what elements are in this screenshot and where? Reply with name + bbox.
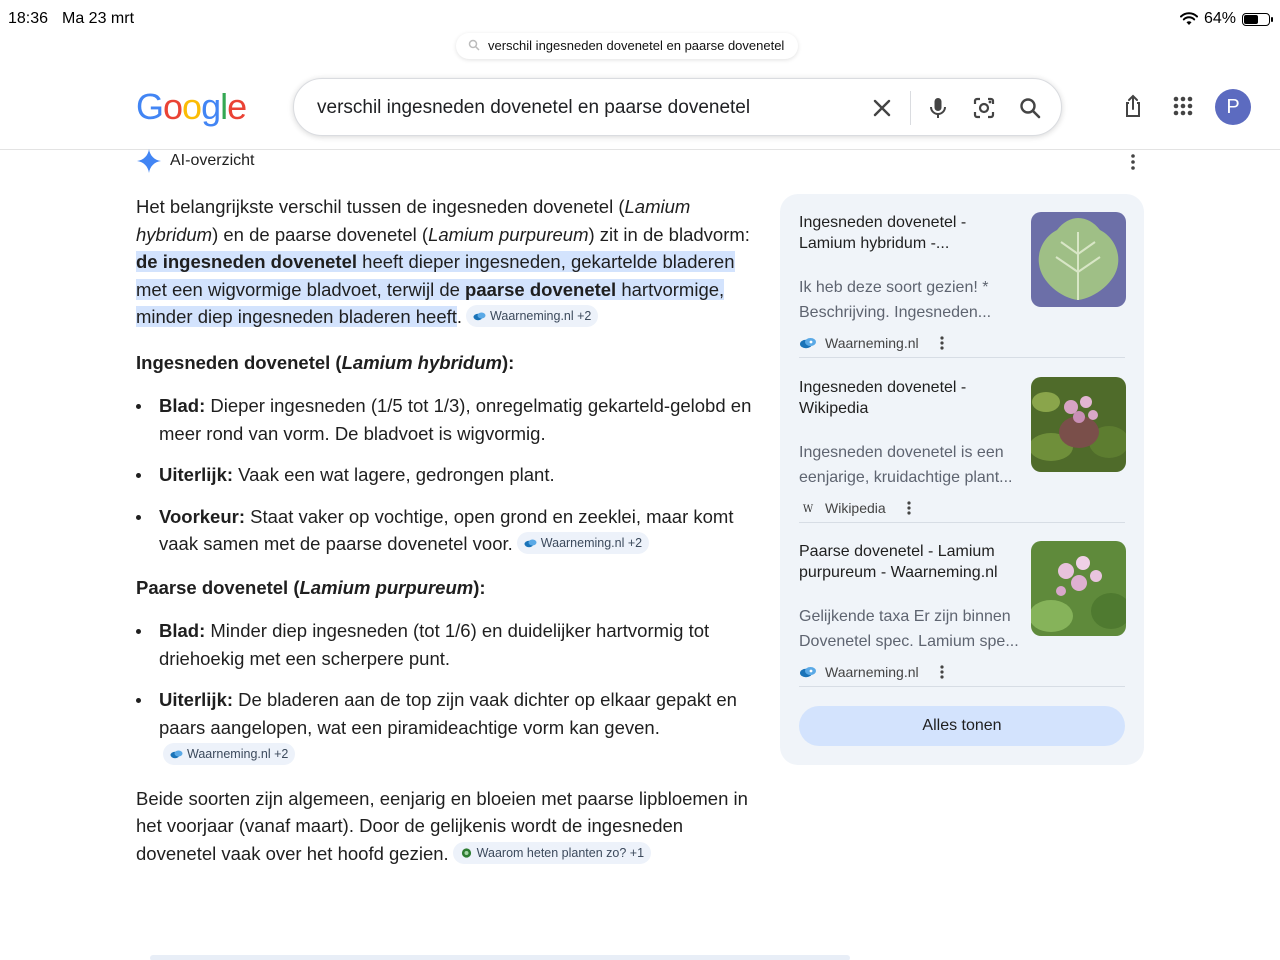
highlighted-answer	[136, 251, 735, 327]
more-options-icon[interactable]	[939, 664, 945, 680]
search-icon	[468, 39, 480, 51]
intro-text: ) en de paarse dovenetel (	[212, 223, 429, 245]
section-heading	[136, 349, 756, 377]
item-text: Dieper ingesneden (1/5 tot 1/3), onregelmatig gekarteld-gelobd en meer rond van vorm. De bladvoet is wigvormig.	[159, 395, 752, 444]
search-icon[interactable]	[1017, 95, 1043, 121]
source-chip[interactable]	[517, 532, 649, 554]
search-input[interactable]: verschil ingesneden dovenetel en paarse dovenetel	[317, 97, 751, 118]
source-divider	[799, 522, 1125, 523]
source-chip[interactable]	[163, 743, 295, 765]
source-card[interactable]	[799, 212, 1125, 376]
item-label: Blad:	[159, 395, 206, 416]
lens-icon[interactable]	[971, 95, 997, 121]
logo-text: Google	[136, 86, 247, 127]
more-options-icon[interactable]	[1126, 152, 1140, 172]
next-section-edge	[150, 955, 850, 960]
ai-overview-header	[136, 148, 254, 174]
highlight-bold: paarse dovenetel	[465, 278, 617, 300]
heading-text: Ingesneden dovenetel (	[136, 351, 342, 373]
source-description: Ik heb deze soort gezien! * Beschrijving. Ingesneden...	[799, 279, 992, 321]
clover-icon	[460, 848, 473, 858]
show-all-button[interactable]: Alles tonen	[799, 706, 1125, 746]
mic-icon[interactable]	[925, 95, 951, 121]
item-text: Minder diep ingesneden (tot 1/6) en duidelijker hartvormig tot driehoekig met een scherpere punt.	[159, 620, 710, 669]
intro-text: .	[456, 306, 463, 327]
close-icon[interactable]	[869, 95, 895, 121]
intro-text: Het belangrijkste verschil tussen de ingesneden dovenetel (	[136, 196, 625, 217]
source-card[interactable]	[799, 541, 1125, 705]
species-name: Lamium hybridum	[136, 196, 691, 245]
item-label: Uiterlijk:	[159, 464, 234, 485]
waarneming-icon	[170, 749, 183, 759]
heading-text: ):	[473, 576, 486, 598]
item-text: Staat vaker op vochtige, open grond en zeeklei, maar komt vaak samen met de paarse dovenetel voor.	[159, 505, 734, 554]
apps-icon[interactable]	[1170, 93, 1196, 119]
source-chip-label: Waarneming.nl +2	[540, 536, 643, 550]
status-right	[1180, 10, 1270, 28]
item-label: Voorkeur:	[159, 505, 246, 527]
closing-paragraph	[136, 785, 756, 868]
bullet-list	[136, 392, 756, 558]
ai-overview-content	[136, 193, 756, 885]
source-chip-label: Waarom heten planten zo? +1	[476, 845, 645, 860]
list-item	[136, 461, 756, 489]
item-label: Uiterlijk:	[159, 689, 234, 710]
source-description: Ingesneden dovenetel is een eenjarige, kruidachtige plant...	[799, 444, 1013, 486]
source-title[interactable]: Ingesneden dovenetel - Lamium hybridum -...	[799, 214, 967, 252]
more-options-icon[interactable]	[939, 335, 945, 351]
highlight-text: hartvormige, minder diep ingesneden bladeren heeft	[136, 278, 725, 327]
list-item	[136, 392, 756, 447]
more-options-icon[interactable]	[906, 500, 912, 516]
waarneming-icon	[799, 337, 817, 349]
source-divider	[799, 686, 1125, 687]
heading-text: ):	[501, 351, 515, 373]
intro-paragraph	[136, 193, 756, 331]
status-date: Ma 23 mrt	[62, 10, 135, 27]
gemini-spark-icon	[136, 148, 162, 174]
list-item	[136, 617, 756, 672]
url-text: verschil ingesneden dovenetel en paarse dovenetel	[488, 38, 785, 53]
source-chip[interactable]	[453, 842, 651, 864]
source-site-name: Wikipedia	[825, 500, 886, 516]
list-item	[136, 686, 756, 769]
closing-text: Beide soorten zijn algemeen, eenjarig en bloeien met paarse lipbloemen in het voorjaar (vanaf maart). Door de gelijkenis wordt de ingesneden dovenetel vaak over het hoofd gezien.	[136, 787, 748, 864]
source-chip[interactable]	[466, 305, 598, 327]
heading-text: Paarse dovenetel (	[136, 576, 300, 598]
bullet-list	[136, 617, 756, 769]
wikipedia-icon	[799, 502, 817, 514]
source-thumbnail-leaf[interactable]	[1031, 212, 1126, 307]
source-description: Gelijkende taxa Er zijn binnen Dovenetel spec. Lamium spe...	[799, 608, 1019, 650]
search-box[interactable]	[293, 78, 1062, 136]
source-chip-label: Waarneming.nl +2	[187, 747, 289, 761]
source-site	[799, 500, 912, 516]
list-item	[136, 503, 756, 558]
search-divider	[910, 91, 911, 125]
species-name: Lamium purpureum	[428, 223, 589, 245]
source-site	[799, 335, 945, 351]
ai-overview-title: AI-overzicht	[170, 152, 255, 169]
battery-percent: 64%	[1203, 10, 1236, 27]
share-icon[interactable]	[1120, 93, 1146, 119]
item-text: De bladeren aan de top zijn vaak dichter op elkaar gepakt en paars aangelopen, wat een piramideachtige vorm kan geven.	[159, 689, 737, 738]
url-pill[interactable]	[456, 33, 798, 59]
source-title[interactable]: Paarse dovenetel - Lamium purpureum - Waarneming.nl	[799, 543, 998, 581]
waarneming-icon	[799, 666, 817, 678]
source-site-name: Waarneming.nl	[825, 664, 919, 680]
waarneming-icon	[524, 538, 537, 548]
sources-panel	[780, 194, 1144, 765]
highlight-text: heeft dieper ingesneden, gekartelde bladeren met een wigvormige bladvoet, terwijl de	[136, 251, 735, 300]
avatar[interactable]: P	[1215, 89, 1251, 125]
source-title[interactable]: Ingesneden dovenetel - Wikipedia	[799, 379, 967, 417]
source-card[interactable]	[799, 377, 1125, 541]
item-label: Blad:	[159, 620, 206, 641]
heading-species: Lamium hybridum	[341, 351, 502, 373]
status-time: 18:36	[8, 10, 49, 27]
waarneming-icon	[473, 311, 486, 321]
battery-icon	[1242, 13, 1270, 26]
source-divider	[799, 357, 1125, 358]
wifi-icon	[1180, 12, 1198, 26]
heading-species: Lamium purpureum	[299, 576, 474, 598]
highlight-bold: de ingesneden dovenetel	[136, 251, 358, 272]
intro-text: ) zit in de bladvorm:	[588, 223, 750, 245]
section-heading	[136, 574, 756, 602]
source-chip-label: Waarneming.nl +2	[490, 309, 592, 323]
source-thumbnail-flowers[interactable]	[1031, 541, 1126, 636]
google-logo[interactable]	[136, 86, 246, 128]
svg-text:W: W	[802, 504, 814, 514]
status-bar	[0, 0, 1280, 36]
source-thumbnail-plant[interactable]	[1031, 377, 1126, 472]
item-text: Vaak een wat lagere, gedrongen plant.	[233, 464, 555, 485]
source-site-name: Waarneming.nl	[825, 335, 919, 351]
source-site	[799, 664, 945, 680]
